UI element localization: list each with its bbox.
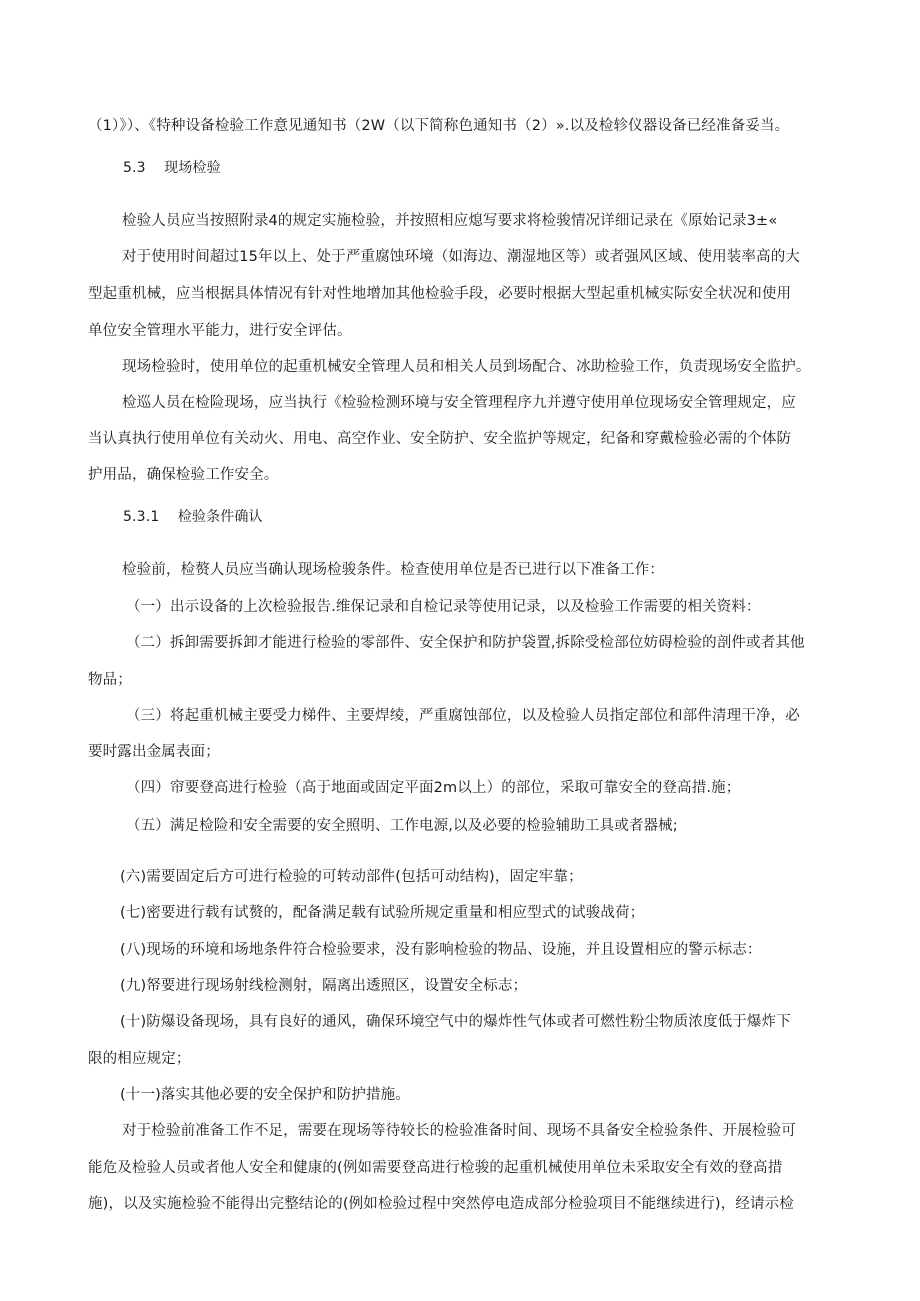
list-item: (十)防爆设备现场，具有良好的通风，确保环境空气中的爆炸性气体或者可燃性粉尘物质浓度低于爆炸下 <box>120 1014 791 1030</box>
paragraph-line: 对于检验前准备工作不足，需要在现场等待较长的检验准备时间、现场不具备安全检验条件、开展检验可 <box>122 1123 796 1139</box>
list-item: (九)帑要进行现场射线检测射，隔离出透照区，设置安全标志； <box>120 978 528 994</box>
paragraph-line: 现场检验时，使用单位的起重机械安全管理人员和相关人员到场配合、冰助检验工作，负责现场安全监护。 <box>122 359 811 375</box>
section-title: 现场检验 <box>164 160 221 176</box>
paragraph-line: 能危及检验人员或者他人安全和健康的(例如需要登高进行检骏的起重机械使用单位未采取安全有效的登高措 <box>88 1160 783 1176</box>
list-item-continuation: 要时露出金属表面； <box>88 744 220 760</box>
section-title: 检验条件确认 <box>177 509 263 525</box>
paragraph-line: 检巡人员在检险现场，应当执行《检验检测环境与安全管理程序九并遵守使用单位现场安全管理规定，应 <box>122 395 796 411</box>
paragraph-line: 型起重机械，应当根据具体情况有针对性地增加其他检验手段，必要时根据大型起重机械实际安全状况和使用 <box>88 286 792 302</box>
paragraph-line: 检验前，检赘人员应当确认现场检骏条件。检查使用单位是否已进行以下准备工作： <box>122 562 665 578</box>
paragraph-line: 检验人员应当按照附录4的规定实施检验，并按照相应熄写要求将检骏情况详细记录在《原始记录3±« <box>122 213 778 229</box>
list-item: （五）满足检险和安全需要的安全照明、工作电源,以及必要的检验辅助工具或者器械; <box>126 818 678 834</box>
list-item: (七)密要进行载有试赘的，配备满足载有试验所规定重量和相应型式的试骏战荷； <box>120 905 645 921</box>
section-5-3-heading <box>123 158 221 178</box>
list-item: （四）帘要登高进行检验（高于地面或固定平面2m以上）的部位，采取可靠安全的登高措.施； <box>126 780 741 796</box>
section-number: 5.3 <box>123 160 146 176</box>
paragraph-line: 单位安全管理水平能力，进行安全评估。 <box>88 323 352 339</box>
list-item: （一）出示设备的上次检验报告.维保记录和自检记录等使用记录，以及检验工作需要的相关资料： <box>126 599 761 615</box>
list-item: (十一)落实其他必要的安全保护和防护措施。 <box>120 1087 410 1103</box>
list-item-continuation: 物品； <box>88 672 132 688</box>
list-item: (六)需要固定后方可进行检验的可转动部件(包括可动结构)，固定牢靠； <box>120 869 583 885</box>
section-number: 5.3.1 <box>123 509 160 525</box>
section-5-3-1-heading <box>123 507 263 527</box>
list-item-continuation: 限的相应规定； <box>88 1051 191 1067</box>
list-item: (八)现场的环境和场地条件符合检验要求，没有影响检验的物品、设施，并且设置相应的警示标志： <box>120 942 762 958</box>
paragraph-line: 施)，以及实施检验不能得出完整结论的(例如检验过程中突然停电造成部分检验项目不能继续进行)，经请示检 <box>88 1196 794 1212</box>
intro-line: （1）》）、《特种设备检验工作意见通知书（2W（以下简称色通知书（2）».以及检轸仪器设备已经准备妥当。 <box>88 118 790 134</box>
paragraph-line: 当认真执行使用单位有关动火、用电、高空作业、安全防护、安全监护等规定，纪备和穿戴检验必需的个体防 <box>88 431 792 447</box>
paragraph-line: 护用品，确保检验工作安全。 <box>88 467 279 483</box>
paragraph-line: 对于使用时间超过15年以上、处于严重腐蚀环境（如海边、潮湿地区等）或者强风区域、使用装率高的大 <box>122 249 800 265</box>
list-item: （三）将起重机械主要受力梯件、主要焊绫，严重腐蚀部位，以及检验人员指定部位和部件清理干净，必 <box>126 708 800 724</box>
list-item: （二）拆卸需要拆卸才能进行检验的零部件、安全保护和防护袋置,拆除受检部位妨碍检验的剖件或者其他 <box>126 635 805 651</box>
